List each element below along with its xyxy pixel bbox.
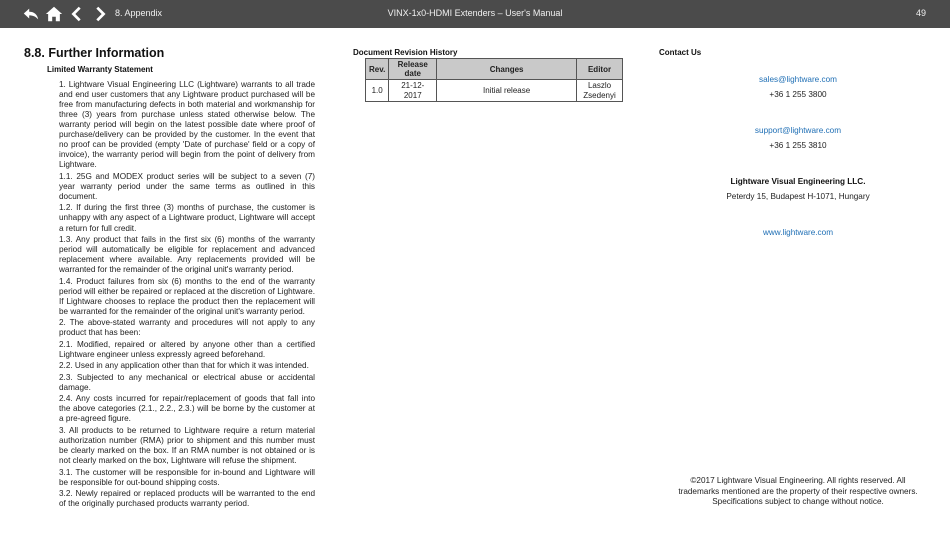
sales-email-link[interactable]: sales@lightware.com <box>759 75 837 84</box>
warranty-paragraph: 1.2. If during the first three (3) months of purchase, the customer is unhappy with any aspect of a Lightware product, Lightware will accept a return for full credit. <box>59 203 315 233</box>
support-email-link[interactable]: support@lightware.com <box>754 126 842 135</box>
rev-cell: 1.0 <box>366 80 389 102</box>
copyright-line: Specifications subject to change without notice. <box>712 497 884 506</box>
website-link[interactable]: www.lightware.com <box>762 228 834 237</box>
warranty-paragraph: 2.3. Subjected to any mechanical or electrical abuse or accidental damage. <box>59 372 315 392</box>
revision-history-section <box>353 48 623 100</box>
warranty-paragraph: 2. The above-stated warranty and procedures will not apply to any product that has been: <box>59 318 315 338</box>
copyright-line: ©2017 Lightware Visual Engineering. All rights reserved. All <box>690 476 906 485</box>
table-row <box>366 80 623 102</box>
warranty-paragraph: 1.4. Product failures from six (6) months to the end of the warranty period will either be repaired or replaced at the discretion of Lightware. If Lightware chooses to replace the product then the replacement will be warranted for the remainder of the original unit's warranty period. <box>59 276 315 316</box>
page-number: 49 <box>915 8 926 18</box>
revision-history-title: Document Revision History <box>353 48 458 57</box>
breadcrumb[interactable]: 8. Appendix <box>115 8 163 18</box>
copyright-line: trademarks mentioned are the property of their respective owners. <box>678 486 918 496</box>
warranty-paragraph: 1.1. 25G and MODEX product series will be subject to a seven (7) year warranty period under the same terms as outlined in this document. <box>59 171 315 201</box>
warranty-paragraph: 1.3. Any product that fails in the first six (6) months of the warranty period will automatically be eligible for replacement and advanced replacement where available. Any replacements provided will be warranted for the remainder of the original unit's warranty period. <box>59 235 315 275</box>
warranty-paragraph: 3.2. Newly repaired or replaced products will be warranted to the end of the originally purchased products warranty period. <box>59 489 315 509</box>
further-information-section <box>24 46 316 509</box>
revision-table <box>365 58 623 102</box>
top-toolbar <box>0 0 950 28</box>
col-editor-header: Editor <box>577 59 623 80</box>
section-heading: 8.8. Further Information <box>24 46 165 60</box>
date-cell: 21-12-2017 <box>389 80 437 102</box>
changes-cell: Initial release <box>437 80 577 102</box>
editor-cell: Laszlo Zsedenyi <box>577 80 623 102</box>
col-rev-header: Rev. <box>366 59 389 80</box>
warranty-text <box>59 80 315 511</box>
contact-title: Contact Us <box>659 48 702 57</box>
warranty-paragraph: 2.2. Used in any application other than that for which it was intended. <box>59 361 309 371</box>
col-date-header: Release date <box>389 59 437 80</box>
warranty-paragraph: 3.1. The customer will be responsible for in-bound and Lightware will be responsible for out-bound shipping costs. <box>59 467 315 487</box>
table-header-row <box>366 59 623 80</box>
warranty-paragraph: 1. Lightware Visual Engineering LLC (Lightware) warrants to all trade and end user customers that any Lightware product purchased will be free from manufacturing defects in both material and workmanship for three (3) years from purchase unless stated otherwise below. The warranty period will begin on the latest possible date where proof of purchase/delivery can be provided by the customer. In the event that no proof can be provided (empty 'Date of purchase' field or a copy of invoice), the warranty period will begin from the point of delivery from Lightware. <box>59 80 315 170</box>
warranty-paragraph: 3. All products to be returned to Lightware require a return material authorization number (RMA) prior to shipment and this number must be clearly marked on the box. If an RMA number is not obtained or is not clearly marked on the box, Lightware will refuse the shipment. <box>59 425 315 466</box>
warranty-heading: Limited Warranty Statement <box>47 65 153 74</box>
copyright-footer <box>664 476 932 508</box>
support-phone: +36 1 255 3810 <box>769 141 827 150</box>
warranty-paragraph: 2.4. Any costs incurred for repair/replacement of goods that fall into the above categories (2.1., 2.2., 2.3.) will be borne by the customer at a pre-agreed figure. <box>59 394 315 424</box>
warranty-paragraph: 2.1. Modified, repaired or altered by anyone other than a certified Lightware engineer unless expressly agreed beforehand. <box>59 339 315 359</box>
company-address: Peterdy 15, Budapest H-1071, Hungary <box>726 192 870 201</box>
col-changes-header: Changes <box>437 59 577 80</box>
company-name: Lightware Visual Engineering LLC. <box>730 177 866 186</box>
sales-phone: +36 1 255 3800 <box>769 90 827 99</box>
document-title: VINX-1x0-HDMI Extenders – User's Manual <box>387 8 563 18</box>
